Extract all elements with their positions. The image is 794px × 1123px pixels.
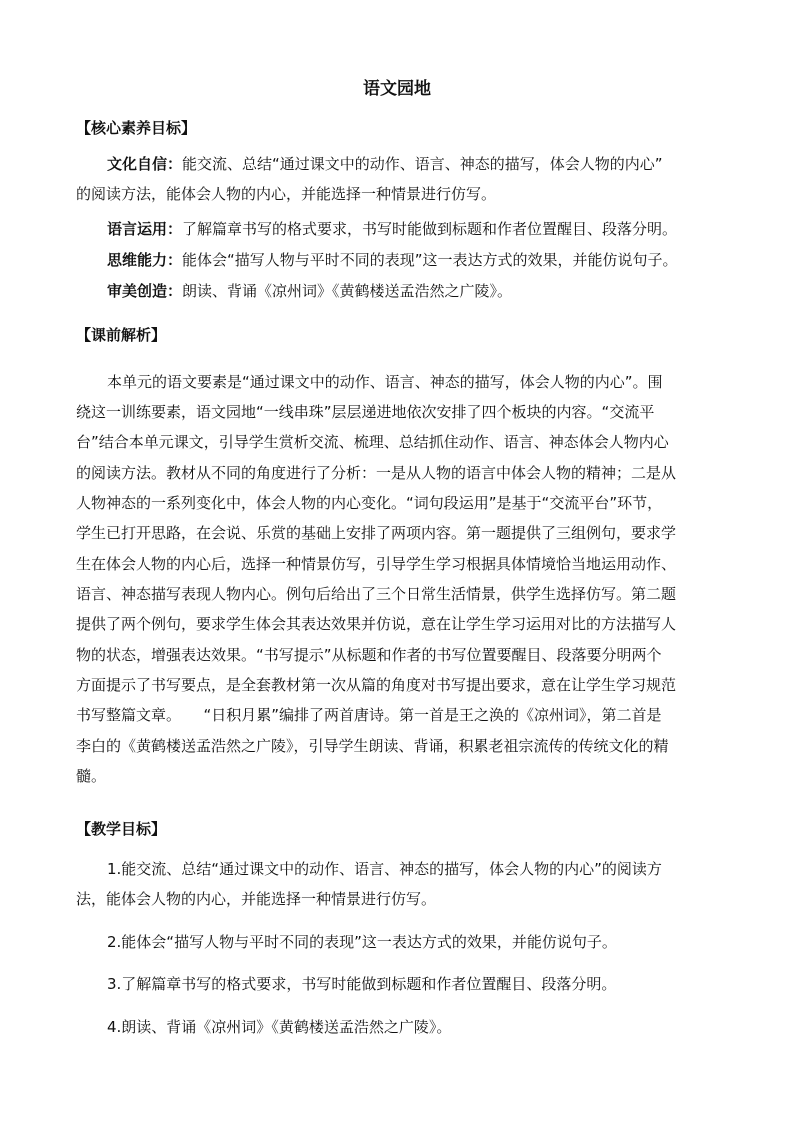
section-heading-core-goals: 【核心素养目标】 [76,119,197,137]
analysis-line: 语言、神态描写表现人物内心。例句后给出了三个日常生活情景，供学生选择仿写。第二题 [76,585,677,603]
analysis-line: 台”结合本单元课文，引导学生赏析交流、梳理、总结抓住动作、语言、神态体会人物内心 [76,433,669,451]
section-heading-teaching-goals: 【教学目标】 [76,820,167,838]
teaching-goal-item: 1.能交流、总结“通过课文中的动作、语言、神态的描写，体会人物的内心”的阅读方 [107,860,662,878]
analysis-line: 绕这一训练要素，语文园地“一线串珠”层层递进地依次安排了四个板块的内容。“交流平 [76,403,655,421]
analysis-line: 李白的《黄鹤楼送孟浩然之广陵》，引导学生朗读、背诵，积累老祖宗流传的传统文化的精 [76,737,669,755]
core-goal-thinking [107,249,678,271]
teaching-goal-item-cont: 法，能体会人物的内心，并能选择一种情景进行仿写。 [76,890,437,908]
core-goal-label: 文化自信： [107,155,183,173]
analysis-line: 物的状态，增强表达效果。“书写提示”从标题和作者的书写位置要醒目、段落要分明两个 [76,646,662,664]
analysis-line: 提供了两个例句，要求学生体会其表达效果并仿说，意在让学生学习运用对比的方法描写人 [76,615,677,633]
analysis-line: 人物神态的一系列变化中，体会人物的内心变化。“词句段运用”是基于“交流平台”环节， [76,494,663,512]
document-title: 语文园地 [363,79,431,99]
analysis-line: 方面提示了书写要点，是全套教材第一次从篇的角度对书写提出要求，意在让学生学习规范 [76,676,677,694]
core-goal-text: 能体会“描写人物与平时不同的表现”这一表达方式的效果，并能仿说句子。 [182,251,678,269]
analysis-line: 书写整篇文章。 “日积月累”编排了两首唐诗。第一首是王之涣的《凉州词》，第二首是 [76,706,662,724]
teaching-goal-item: 2.能体会“描写人物与平时不同的表现”这一表达方式的效果，并能仿说句子。 [107,933,617,951]
core-goal-language [107,218,677,240]
analysis-line: 的阅读方法。教材从不同的角度进行了分析：一是从人物的语言中体会人物的精神；二是从 [76,464,677,482]
analysis-line: 髓。 [76,767,107,785]
core-goal-text: 了解篇章书写的格式要求，书写时能做到标题和作者位置醒目、段落分明。 [182,220,678,238]
analysis-line: 本单元的语文要素是“通过课文中的动作、语言、神态的描写，体会人物的内心”。围 [107,373,663,391]
core-goal-culture-cont: 的阅读方法，能体会人物的内心，并能选择一种情景进行仿写。 [76,185,497,203]
core-goal-text: 朗读、背诵《凉州词》《黄鹤楼送孟浩然之广陵》。 [182,282,513,300]
core-goal-label: 思维能力： [107,251,183,269]
analysis-line: 学生已打开思路，在会说、乐赏的基础上安排了两项内容。第一题提供了三组例句，要求学 [76,524,677,542]
core-goal-label: 语言运用： [107,220,183,238]
teaching-goal-item: 3.了解篇章书写的格式要求，书写时能做到标题和作者位置醒目、段落分明。 [107,975,617,993]
core-goal-text: 能交流、总结“通过课文中的动作、语言、神态的描写，体会人物的内心” [182,155,663,173]
core-goal-label: 审美创造： [107,282,183,300]
core-goal-aesthetic [107,280,512,302]
core-goal-culture [107,153,663,175]
section-heading-analysis: 【课前解析】 [76,326,167,344]
analysis-line: 生在体会人物的内心后，选择一种情景仿写，引导学生学习根据具体情境恰当地运用动作、 [76,555,677,573]
teaching-goal-item: 4.朗读、背诵《凉州词》《黄鹤楼送孟浩然之广陵》。 [107,1018,452,1036]
